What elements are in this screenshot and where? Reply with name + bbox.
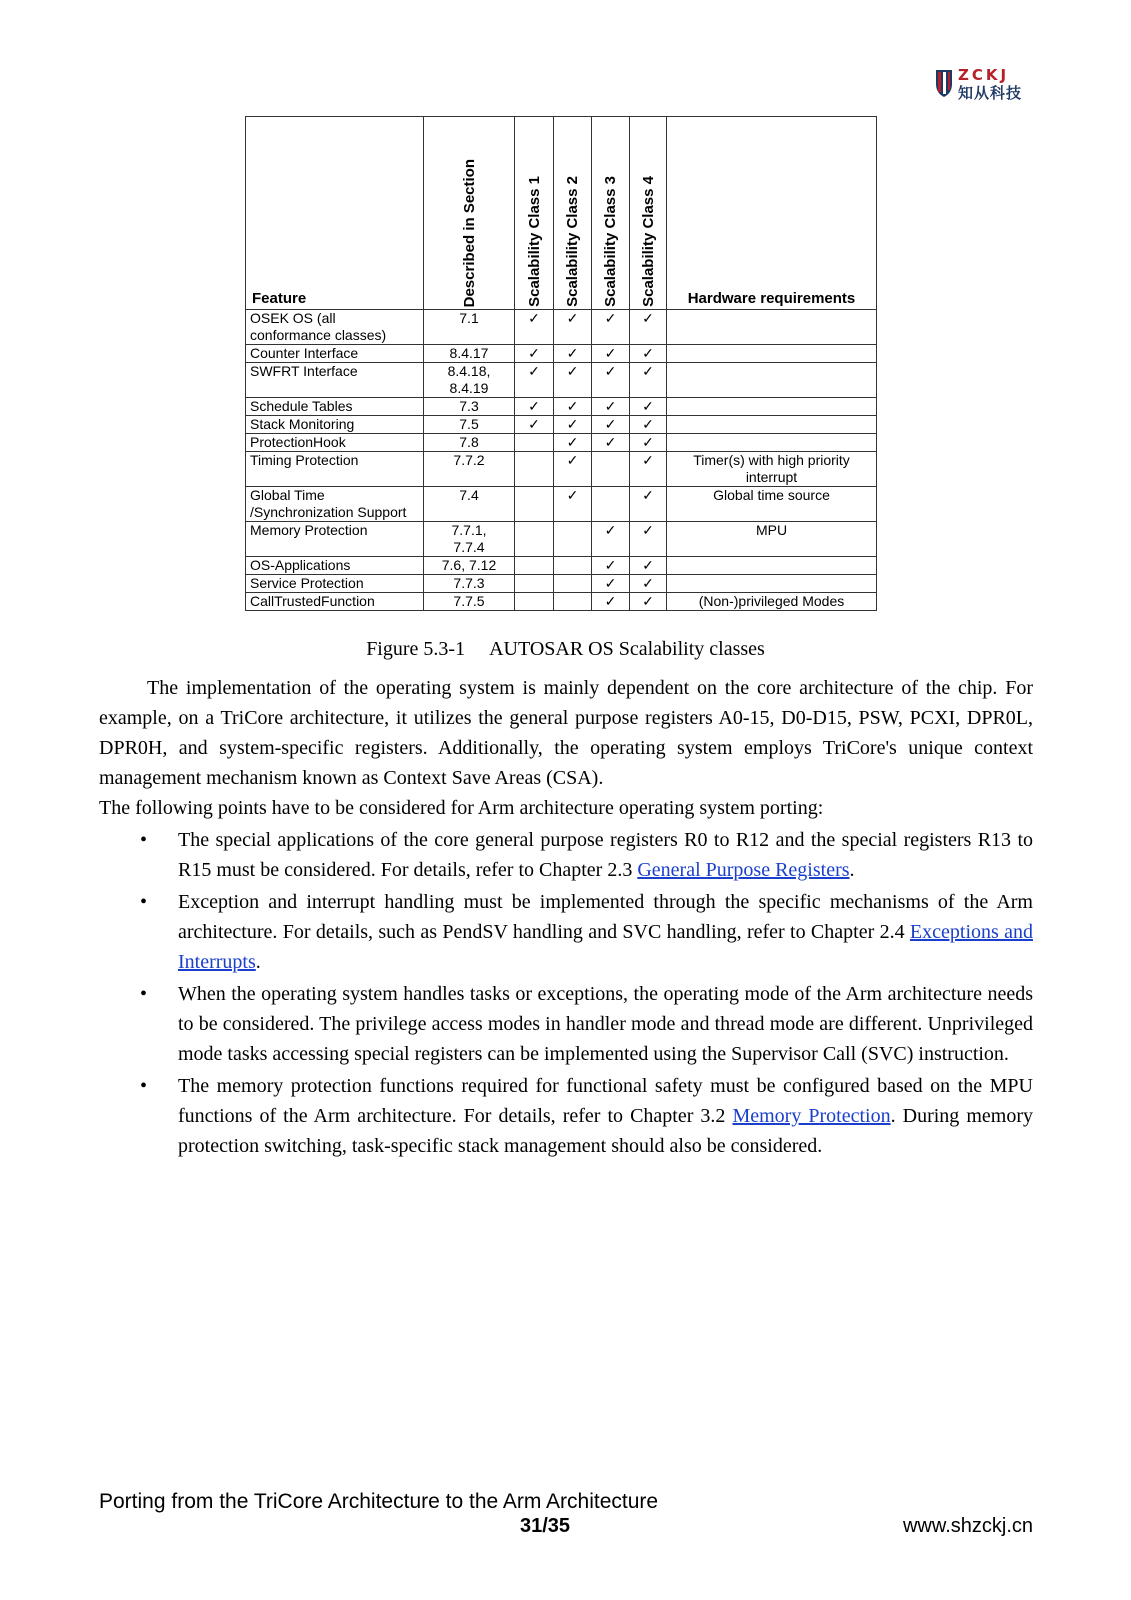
feature-cell: Timing Protection bbox=[246, 452, 424, 487]
feature-cell: ProtectionHook bbox=[246, 434, 424, 452]
sc1-cell bbox=[515, 575, 554, 593]
sc3-cell bbox=[592, 416, 630, 434]
porting-points-list bbox=[99, 825, 1033, 1161]
hardware-cell bbox=[667, 416, 877, 434]
checkmark-icon: ✓ bbox=[566, 345, 579, 361]
checkmark-icon: ✓ bbox=[642, 398, 654, 414]
sc4-cell bbox=[630, 522, 667, 557]
scalability-table bbox=[245, 116, 877, 611]
bullet-icon: • bbox=[140, 1075, 148, 1097]
header-sc2 bbox=[554, 117, 592, 310]
checkmark-icon: ✓ bbox=[642, 557, 654, 573]
sc4-cell bbox=[630, 575, 667, 593]
header-feature: Feature bbox=[246, 117, 424, 310]
bullet-1-text: The special applications of the core general purpose registers R0 to R12 and the special registers R13 to R15 must be considered. For details, refer to Chapter 2.3 bbox=[178, 829, 1033, 881]
table-row bbox=[246, 575, 877, 593]
footer-document-title: Porting from the TriCore Architecture to the Arm Architecture bbox=[99, 1490, 659, 1513]
sc3-cell bbox=[592, 345, 630, 363]
sc4-cell bbox=[630, 487, 667, 522]
list-item bbox=[99, 1071, 1033, 1161]
table-row bbox=[246, 522, 877, 557]
sc2-cell bbox=[554, 310, 592, 345]
sc3-cell bbox=[592, 575, 630, 593]
checkmark-icon: ✓ bbox=[642, 593, 654, 609]
sc1-cell bbox=[515, 363, 554, 398]
section-cell: 7.7.1, 7.7.4 bbox=[424, 522, 515, 557]
checkmark-icon: ✓ bbox=[528, 398, 540, 414]
checkmark-icon: ✓ bbox=[642, 452, 654, 468]
footer-website: www.shzckj.cn bbox=[902, 1515, 1033, 1537]
checkmark-icon: ✓ bbox=[528, 310, 540, 326]
checkmark-icon: ✓ bbox=[566, 452, 579, 468]
table-row bbox=[246, 557, 877, 575]
sc3-cell bbox=[592, 593, 630, 611]
checkmark-icon: ✓ bbox=[642, 487, 654, 503]
sc1-cell bbox=[515, 452, 554, 487]
checkmark-icon: ✓ bbox=[604, 398, 617, 414]
feature-cell: Counter Interface bbox=[246, 345, 424, 363]
checkmark-icon: ✓ bbox=[642, 363, 654, 379]
bullet-icon: • bbox=[140, 891, 148, 913]
feature-cell: Service Protection bbox=[246, 575, 424, 593]
sc4-cell bbox=[630, 345, 667, 363]
header-sc3-label: Scalability Class 3 bbox=[602, 176, 619, 307]
sc2-cell bbox=[554, 345, 592, 363]
list-item bbox=[99, 825, 1033, 885]
sc4-cell bbox=[630, 310, 667, 345]
header-sc4-label: Scalability Class 4 bbox=[639, 176, 657, 307]
section-cell: 8.4.18, 8.4.19 bbox=[424, 363, 515, 398]
table-row bbox=[246, 487, 877, 522]
hardware-cell bbox=[667, 363, 877, 398]
checkmark-icon: ✓ bbox=[604, 345, 617, 361]
shield-icon bbox=[934, 66, 954, 98]
checkmark-icon: ✓ bbox=[528, 416, 540, 432]
checkmark-icon: ✓ bbox=[604, 575, 617, 591]
checkmark-icon: ✓ bbox=[566, 310, 579, 326]
section-cell: 7.3 bbox=[424, 398, 515, 416]
figure-caption bbox=[0, 638, 1131, 661]
checkmark-icon: ✓ bbox=[642, 345, 654, 361]
checkmark-icon: ✓ bbox=[566, 487, 579, 503]
footer-page-number: 31/35 bbox=[520, 1515, 571, 1537]
hardware-cell bbox=[667, 434, 877, 452]
sc3-cell bbox=[592, 522, 630, 557]
sc4-cell bbox=[630, 557, 667, 575]
feature-cell: OS-Applications bbox=[246, 557, 424, 575]
table-row bbox=[246, 398, 877, 416]
section-cell: 7.7.5 bbox=[424, 593, 515, 611]
section-cell: 7.8 bbox=[424, 434, 515, 452]
sc4-cell bbox=[630, 363, 667, 398]
sc4-cell bbox=[630, 434, 667, 452]
checkmark-icon: ✓ bbox=[566, 363, 579, 379]
hardware-cell: Global time source bbox=[667, 487, 877, 522]
checkmark-icon: ✓ bbox=[642, 434, 654, 450]
checkmark-icon: ✓ bbox=[642, 522, 654, 538]
checkmark-icon: ✓ bbox=[566, 416, 579, 432]
table-row bbox=[246, 452, 877, 487]
section-cell: 7.7.3 bbox=[424, 575, 515, 593]
sc1-cell bbox=[515, 345, 554, 363]
checkmark-icon: ✓ bbox=[604, 416, 617, 432]
table-body bbox=[246, 310, 877, 611]
bullet-2-text: Exception and interrupt handling must be implemented through the specific mechanisms of the Arm architecture. For details, such as PendSV handling and SVC handling, refer to Chapter 2.4 bbox=[178, 891, 1033, 943]
hardware-cell bbox=[667, 398, 877, 416]
feature-cell: Memory Protection bbox=[246, 522, 424, 557]
link-general-purpose-registers[interactable]: General Purpose Registers bbox=[637, 859, 850, 881]
sc1-cell bbox=[515, 416, 554, 434]
paragraph-intro: The implementation of the operating system is mainly dependent on the core architecture of the chip. For example, on a TriCore architecture, it utilizes the general purpose registers A0-15, D0-D15, PSW, PCXI, DPR0L, DPR0H, and system-specific registers. Additionally, the operating system employs TriCore's unique context management mechanism known as Context Save Areas (CSA). bbox=[99, 677, 1033, 789]
sc3-cell bbox=[592, 398, 630, 416]
paragraph-points-intro: The following points have to be considered for Arm architecture operating system porting: bbox=[99, 797, 824, 819]
bullet-4-end: . During memory protection switching, task-specific stack management should also be considered. bbox=[178, 1105, 1033, 1157]
sc2-cell bbox=[554, 557, 592, 575]
hardware-cell bbox=[667, 575, 877, 593]
section-cell: 7.7.2 bbox=[424, 452, 515, 487]
header-hardware: Hardware requirements bbox=[667, 117, 877, 310]
sc4-cell bbox=[630, 398, 667, 416]
link-memory-protection[interactable]: Memory Protection bbox=[732, 1105, 891, 1127]
checkmark-icon: ✓ bbox=[604, 310, 617, 326]
sc1-cell bbox=[515, 434, 554, 452]
sc2-cell bbox=[554, 522, 592, 557]
feature-cell: Global Time /Synchronization Support bbox=[246, 487, 424, 522]
sc4-cell bbox=[630, 416, 667, 434]
sc1-cell bbox=[515, 557, 554, 575]
sc2-cell bbox=[554, 434, 592, 452]
figure-number: Figure 5.3-1 bbox=[366, 638, 466, 660]
bullet-3-text: When the operating system handles tasks or exceptions, the operating mode of the Arm architecture needs to be considered. The privilege access modes in handler mode and thread mode are different. Unprivileged mode tasks accessing special registers can be implemented using the Supervisor Call (SVC) instruction. bbox=[178, 983, 1033, 1065]
checkmark-icon: ✓ bbox=[642, 575, 654, 591]
sc2-cell bbox=[554, 575, 592, 593]
hardware-cell: MPU bbox=[667, 522, 877, 557]
figure-title: AUTOSAR OS Scalability classes bbox=[489, 638, 765, 660]
sc2-cell bbox=[554, 416, 592, 434]
section-cell: 7.4 bbox=[424, 487, 515, 522]
feature-cell: CallTrustedFunction bbox=[246, 593, 424, 611]
sc4-cell bbox=[630, 452, 667, 487]
section-cell: 8.4.17 bbox=[424, 345, 515, 363]
logo-chinese-text: 知从科技 bbox=[958, 84, 1023, 102]
sc3-cell bbox=[592, 363, 630, 398]
section-cell: 7.5 bbox=[424, 416, 515, 434]
checkmark-icon: ✓ bbox=[604, 593, 617, 609]
sc1-cell bbox=[515, 398, 554, 416]
sc3-cell bbox=[592, 434, 630, 452]
sc1-cell bbox=[515, 487, 554, 522]
table-row bbox=[246, 593, 877, 611]
sc2-cell bbox=[554, 363, 592, 398]
sc1-cell bbox=[515, 522, 554, 557]
bullet-2-end: . bbox=[255, 951, 261, 973]
company-logo bbox=[934, 66, 1044, 102]
checkmark-icon: ✓ bbox=[642, 416, 654, 432]
hardware-cell: (Non-)privileged Modes bbox=[667, 593, 877, 611]
feature-cell: OSEK OS (all conformance classes) bbox=[246, 310, 424, 345]
sc2-cell bbox=[554, 487, 592, 522]
checkmark-icon: ✓ bbox=[642, 310, 654, 326]
hardware-cell bbox=[667, 345, 877, 363]
sc3-cell bbox=[592, 487, 630, 522]
sc1-cell bbox=[515, 593, 554, 611]
feature-cell: Stack Monitoring bbox=[246, 416, 424, 434]
feature-cell: SWFRT Interface bbox=[246, 363, 424, 398]
body-text bbox=[99, 673, 1033, 1161]
link-exceptions-and-interrupts[interactable]: Exceptions and Interrupts bbox=[178, 921, 1033, 973]
checkmark-icon: ✓ bbox=[528, 363, 540, 379]
hardware-cell bbox=[667, 310, 877, 345]
header-sc2-label: Scalability Class 2 bbox=[564, 176, 581, 307]
checkmark-icon: ✓ bbox=[604, 434, 617, 450]
header-sc3 bbox=[592, 117, 630, 310]
checkmark-icon: ✓ bbox=[566, 434, 579, 450]
section-cell: 7.1 bbox=[424, 310, 515, 345]
header-sc1-label: Scalability Class 1 bbox=[525, 176, 543, 307]
sc2-cell bbox=[554, 398, 592, 416]
table-row bbox=[246, 310, 877, 345]
table-header-row bbox=[246, 117, 877, 310]
header-sc4 bbox=[630, 117, 667, 310]
feature-cell: Schedule Tables bbox=[246, 398, 424, 416]
header-section bbox=[424, 117, 515, 310]
bullet-1-end: . bbox=[849, 859, 855, 881]
sc2-cell bbox=[554, 593, 592, 611]
logo-latin-text: ZCKJ bbox=[958, 66, 1010, 84]
header-section-label: Described in Section bbox=[460, 158, 478, 307]
sc3-cell bbox=[592, 557, 630, 575]
table-row bbox=[246, 363, 877, 398]
sc3-cell bbox=[592, 452, 630, 487]
checkmark-icon: ✓ bbox=[604, 522, 617, 538]
sc2-cell bbox=[554, 452, 592, 487]
sc4-cell bbox=[630, 593, 667, 611]
header-sc1 bbox=[515, 117, 554, 310]
list-item bbox=[99, 887, 1033, 977]
checkmark-icon: ✓ bbox=[604, 557, 617, 573]
table-row bbox=[246, 434, 877, 452]
table-row bbox=[246, 416, 877, 434]
checkmark-icon: ✓ bbox=[528, 345, 540, 361]
checkmark-icon: ✓ bbox=[566, 398, 579, 414]
list-item bbox=[99, 979, 1033, 1069]
hardware-cell bbox=[667, 557, 877, 575]
bullet-icon: • bbox=[140, 829, 148, 851]
table-row bbox=[246, 345, 877, 363]
bullet-icon: • bbox=[140, 983, 148, 1005]
sc3-cell bbox=[592, 310, 630, 345]
hardware-cell: Timer(s) with high priority interrupt bbox=[667, 452, 877, 487]
bullet-4-text: The memory protection functions required for functional safety must be configured based on the MPU functions of the Arm architecture. For details, refer to Chapter 3.2 bbox=[178, 1075, 1033, 1127]
sc1-cell bbox=[515, 310, 554, 345]
section-cell: 7.6, 7.12 bbox=[424, 557, 515, 575]
checkmark-icon: ✓ bbox=[604, 363, 617, 379]
